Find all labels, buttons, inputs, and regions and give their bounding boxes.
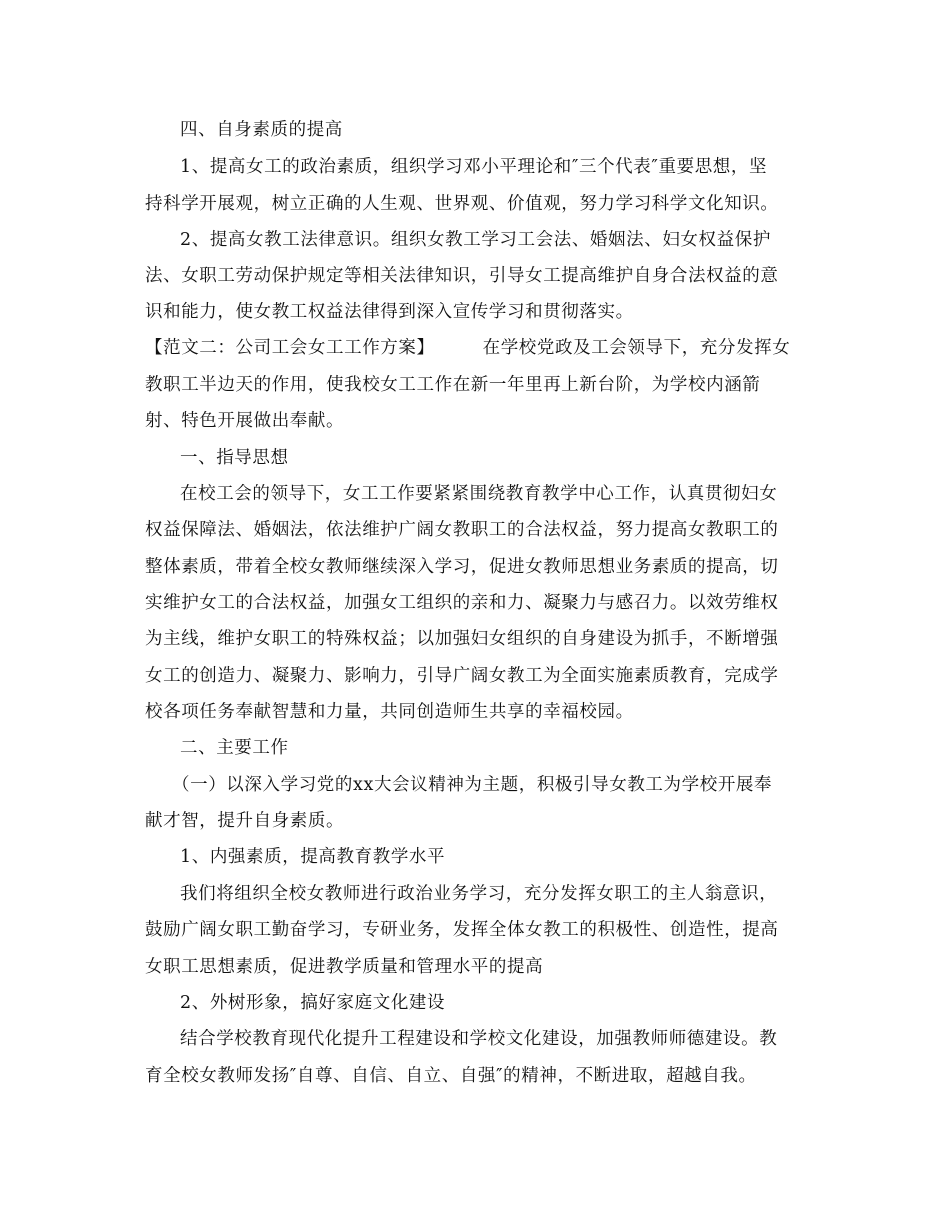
paragraph-line: 为主线，维护女职工的特殊权益；以加强妇女组织的自身建设为抓手，不断增强 bbox=[145, 629, 779, 649]
paragraph-line: 女工的创造力、凝聚力、影响力，引导广阔女教工为全面实施素质教育，完成学 bbox=[145, 666, 779, 686]
paragraph-line: 我们将组织全校女教师进行政治业务学习，充分发挥女职工的主人翁意识， bbox=[180, 884, 778, 904]
subsection-heading: 1、内强素质，提高教育教学水平 bbox=[180, 847, 446, 867]
sample-title: 【范文二：公司工会女工工作方案】 bbox=[145, 338, 435, 358]
section-heading: 四、自身素质的提高 bbox=[180, 120, 343, 140]
section-heading: 一、指导思想 bbox=[180, 448, 289, 468]
subsection-heading: 2、外树形象，搞好家庭文化建设 bbox=[180, 993, 446, 1013]
paragraph-line: 女职工思想素质，促进教学质量和管理水平的提高 bbox=[145, 957, 544, 977]
paragraph-line: 持科学开展观，树立正确的人生观、世界观、价值观，努力学习科学文化知识。 bbox=[145, 194, 779, 214]
section-heading: 二、主要工作 bbox=[180, 738, 289, 758]
paragraph-line: 射、特色开展做出奉献。 bbox=[145, 411, 345, 431]
paragraph-line: 1、提高女工的政治素质，组织学习邓小平理论和″三个代表″重要思想，坚 bbox=[180, 157, 768, 177]
paragraph-line: 结合学校教育现代化提升工程建设和学校文化建设，加强教师师德建设。教 bbox=[180, 1029, 778, 1049]
paragraph-line: 校各项任务奉献智慧和力量，共同创造师生共享的幸福校园。 bbox=[145, 702, 634, 722]
sample-title-line bbox=[145, 336, 790, 360]
paragraph-line: 献才智，提升自身素质。 bbox=[145, 811, 345, 831]
paragraph-line: 实维护女工的合法权益，加强女工组织的亲和力、凝聚力与感召力。以效劳维权 bbox=[145, 593, 779, 613]
paragraph-line: 识和能力，使女教工权益法律得到深入宣传学习和贯彻落实。 bbox=[145, 302, 634, 322]
paragraph-line: 育全校女教师发扬″自尊、自信、自立、自强″的精神，不断进取，超越自我。 bbox=[145, 1066, 757, 1086]
paragraph-line: 鼓励广阔女职工勤奋学习，专研业务，发挥全体女教工的积极性、创造性，提高 bbox=[145, 920, 779, 940]
paragraph-line: 法、女职工劳动保护规定等相关法律知识，引导女工提高维护自身合法权益的意 bbox=[145, 266, 779, 286]
paragraph-line: 权益保障法、婚姻法，依法维护广阔女教职工的合法权益，努力提高女教职工的 bbox=[145, 520, 779, 540]
paragraph-line: 教职工半边天的作用，使我校女工工作在新一年里再上新台阶，为学校内涵箭 bbox=[145, 375, 761, 395]
paragraph-line: （一）以深入学习党的xx大会议精神为主题，积极引导女教工为学校开展奉 bbox=[172, 775, 773, 795]
paragraph-line: 在校工会的领导下，女工工作要紧紧围绕教育教学中心工作，认真贯彻妇女 bbox=[180, 484, 778, 504]
paragraph-text: 在学校党政及工会领导下，充分发挥女 bbox=[482, 338, 791, 358]
paragraph-line: 整体素质，带着全校女教师继续深入学习，促进女教师思想业务素质的提高，切 bbox=[145, 557, 779, 577]
paragraph-line: 2、提高女教工法律意识。组织女教工学习工会法、婚姻法、妇女权益保护 bbox=[180, 230, 771, 250]
